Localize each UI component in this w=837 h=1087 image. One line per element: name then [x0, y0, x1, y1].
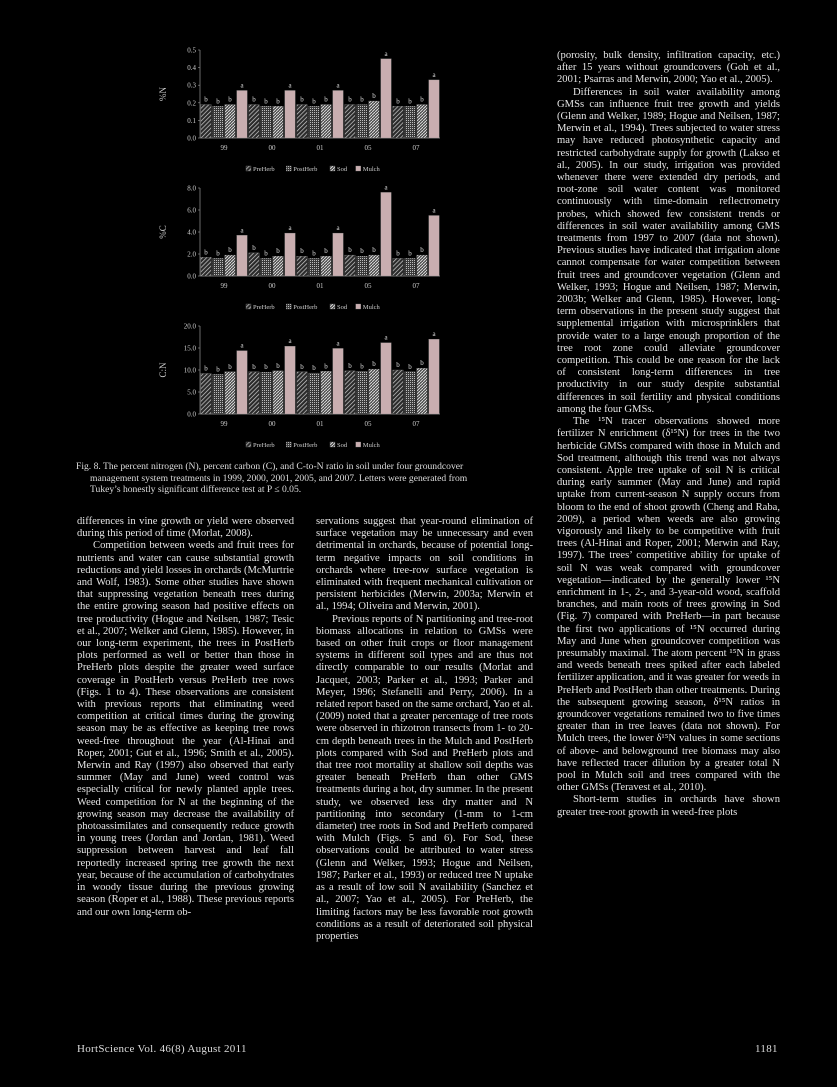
legend-swatch-sod — [330, 304, 335, 309]
significance-letter: a — [432, 70, 436, 79]
significance-letter: b — [420, 359, 424, 368]
legend-label-postherb: PostHerb — [293, 442, 318, 449]
bar-sod-99 — [225, 372, 236, 414]
bar-preherb-05 — [345, 105, 356, 138]
y-axis-label: %N — [158, 87, 168, 101]
significance-letter: a — [336, 224, 340, 233]
bar-mulch-00 — [285, 90, 296, 138]
legend-label-sod: Sod — [337, 442, 348, 449]
bar-sod-01 — [321, 105, 332, 138]
y-tick-label: 0.2 — [187, 99, 196, 108]
paragraph: servations suggest that year-round elimination of surface vegetation may be unnecessary and even detrimental in orchards, because of potential long-term negative impacts on soil conditions in orchards where tree-row surface vegetation is eliminated with frequent mechanical cultivation or persistent herbicides (Merwin, 2003a; Merwin et al., 1994; Oliveira and Merwin, 2001). — [316, 516, 533, 613]
significance-letter: b — [360, 95, 364, 104]
significance-letter: a — [384, 183, 388, 192]
legend-label-mulch: Mulch — [362, 304, 380, 311]
bar-preherb-01 — [297, 105, 308, 138]
legend-swatch-mulch — [356, 442, 361, 447]
bar-preherb-00 — [249, 372, 260, 414]
bar-postherb-00 — [261, 106, 272, 138]
bar-mulch-07 — [429, 216, 440, 277]
bar-preherb-00 — [249, 105, 260, 138]
significance-letter: a — [384, 49, 388, 58]
bar-postherb-00 — [261, 258, 272, 276]
significance-letter: b — [396, 361, 400, 369]
significance-letter: a — [288, 81, 292, 90]
significance-letter: b — [300, 95, 304, 104]
significance-letter: b — [300, 362, 304, 371]
bar-mulch-05 — [381, 192, 392, 276]
significance-letter: a — [288, 337, 292, 346]
legend-label-sod: Sod — [337, 304, 348, 311]
bar-mulch-07 — [429, 80, 440, 138]
bar-mulch-99 — [237, 90, 248, 138]
bar-preherb-07 — [393, 106, 404, 138]
bar-postherb-05 — [357, 371, 368, 414]
significance-letter: b — [204, 364, 208, 373]
x-tick-label: 05 — [364, 144, 372, 152]
bar-sod-00 — [273, 256, 284, 276]
y-axis-label: C:N — [158, 362, 168, 378]
y-tick-label: 2.0 — [187, 250, 196, 259]
significance-letter: b — [372, 92, 376, 101]
significance-letter: a — [288, 224, 292, 233]
legend-swatch-preherb — [246, 166, 251, 171]
legend-swatch-mulch — [356, 304, 361, 309]
bar-sod-99 — [225, 105, 236, 138]
bar-preherb-99 — [201, 374, 212, 414]
y-tick-label: 0.5 — [187, 46, 196, 55]
bar-sod-05 — [369, 255, 380, 276]
chart-c-to-n-ratio — [150, 316, 450, 456]
significance-letter: b — [204, 95, 208, 104]
x-tick-label: 05 — [364, 282, 372, 290]
significance-letter: a — [432, 330, 436, 339]
legend-label-mulch: Mulch — [362, 166, 380, 173]
significance-letter: b — [408, 362, 412, 371]
significance-letter: b — [276, 247, 280, 256]
bar-sod-05 — [369, 101, 380, 138]
legend-swatch-postherb — [286, 304, 291, 309]
significance-letter: b — [312, 364, 316, 373]
bar-postherb-99 — [213, 258, 224, 276]
bar-preherb-01 — [297, 372, 308, 414]
significance-letter: b — [324, 247, 328, 256]
y-tick-label: 0.4 — [187, 64, 196, 73]
y-tick-label: 0.1 — [187, 116, 196, 125]
y-tick-label: 6.0 — [187, 206, 196, 215]
significance-letter: b — [264, 97, 268, 106]
x-tick-label: 05 — [364, 420, 372, 428]
y-tick-label: 5.0 — [187, 388, 196, 397]
significance-letter: b — [252, 362, 256, 371]
y-tick-label: 0.0 — [187, 134, 196, 143]
y-tick-label: 0.0 — [187, 272, 196, 281]
significance-letter: b — [204, 248, 208, 257]
significance-letter: b — [228, 95, 232, 104]
x-tick-label: 00 — [268, 420, 276, 428]
chart-percent-carbon-svg — [150, 178, 450, 318]
paragraph: Competition between weeds and fruit trees for nutrients and water can cause substantial growth reductions and yield losses in orchards (McMurtrie and Wolf, 1983). Some other studies have shown that suppressing vegetation beneath trees during the entire growing season had positive effects on tree productivity (Hogue and Neilsen, 1987; Tesic et al., 2007; Welker and Glenn, 1985). However, in our long-term experiment, the trees in PostHerb plots performed as well or better than those in PreHerb plots despite the greater weed surface coverage in PostHerb versus PreHerb tree rows (Figs. 1 to 4). These observations are consistent with previous reports that eliminating weed competition at critical times during the growing season may be as effective as keeping tree rows weed-free throughout the year (Al-Hinai and Roper, 2001; Gut et al., 1996; Smith et al., 2005). Merwin and Ray (1997) also observed that early summer (May and June) weed control was especially critical for newly planted apple trees. Weed competition for N at the beginning of the growing season may decrease the availability of photoassimilates and consequently reduce growth in young trees (Jordan and Jordan, 1981). Weed suppression between harvest and leaf fall reportedly increased spring tree growth the next year, because of the accumulation of carbohydrates in woody tissue during the previous growing season (Roper et al., 1988). These previous reports and our own long-term ob- — [77, 540, 294, 918]
significance-letter: a — [240, 341, 244, 350]
bar-preherb-99 — [201, 105, 212, 138]
chart-c-to-n-ratio-svg — [150, 316, 450, 456]
chart-percent-carbon — [150, 178, 450, 318]
bar-postherb-05 — [357, 256, 368, 276]
bar-sod-01 — [321, 256, 332, 276]
significance-letter: b — [312, 249, 316, 258]
x-tick-label: 07 — [412, 420, 420, 428]
significance-letter: b — [264, 363, 268, 372]
legend-swatch-sod — [330, 166, 335, 171]
significance-letter: b — [324, 95, 328, 104]
bar-sod-07 — [417, 105, 428, 138]
significance-letter: b — [252, 95, 256, 104]
text-column-left — [77, 516, 294, 919]
paragraph: differences in vine growth or yield were observed during this period of time (Morlat, 2008). — [77, 516, 294, 540]
significance-letter: b — [228, 362, 232, 371]
bar-preherb-07 — [393, 258, 404, 276]
significance-letter: b — [408, 97, 412, 106]
x-tick-label: 00 — [268, 144, 276, 152]
page-number: 1181 — [755, 1043, 778, 1055]
y-tick-label: 0.3 — [187, 81, 196, 90]
bar-postherb-07 — [405, 372, 416, 414]
bar-sod-00 — [273, 371, 284, 414]
legend-label-preherb: PreHerb — [253, 304, 275, 311]
legend-swatch-sod — [330, 442, 335, 447]
legend-swatch-preherb — [246, 304, 251, 309]
x-tick-label: 01 — [316, 282, 324, 290]
journal-footer: HortScience Vol. 46(8) August 2011 — [77, 1043, 247, 1055]
y-tick-label: 15.0 — [183, 344, 196, 353]
significance-letter: b — [396, 249, 400, 258]
bar-postherb-01 — [309, 258, 320, 276]
bar-preherb-01 — [297, 256, 308, 276]
bar-mulch-99 — [237, 351, 248, 414]
bar-postherb-01 — [309, 373, 320, 414]
x-tick-label: 07 — [412, 282, 420, 290]
x-tick-label: 01 — [316, 144, 324, 152]
bar-sod-05 — [369, 369, 380, 414]
legend-label-mulch: Mulch — [362, 442, 380, 449]
legend-label-postherb: PostHerb — [293, 304, 318, 311]
bar-sod-01 — [321, 371, 332, 414]
paragraph: Differences in soil water availability among GMSs can influence fruit tree growth and yields (Glenn and Welker, 1989; Hogue and Neilsen, 1987; Merwin et al., 1994). Trees subjected to water stress may have reduced photosynthetic capacity and restricted carbohydrate supply for growth (Lakso et al., 2005). In our study, irrigation was provided whenever there were extended dry periods, and root-zone soil water content was monitored continuously with time-domain reflectrometry probes, which showed few consistent trends or differences in soil water availability among GMS treatments from 1997 to 2007 (data not shown). Previous studies have indicated that irrigation alone cannot compensate for water competition between fruit trees and groundcover vegetation (Glenn and Welker, 1993; Hogue and Neilsen, 1987; Merwin, 2003b; Welker and Glenn, 1985). However, long-term observations in the present study suggest that supplemental irrigation with microsprinklers that provide water to a large enough proportion of the tree root zone could alleviate groundcover competition. This could be one reason for the lack of consistent long-term differences in tree productivity in our study despite substantial differences in soil fertility and physical conditions among the four GMSs. — [557, 86, 780, 415]
bar-mulch-00 — [285, 346, 296, 414]
significance-letter: b — [408, 249, 412, 258]
bar-postherb-99 — [213, 106, 224, 138]
significance-letter: b — [216, 97, 220, 106]
legend-swatch-postherb — [286, 166, 291, 171]
bar-postherb-07 — [405, 106, 416, 138]
significance-letter: b — [360, 362, 364, 371]
bar-mulch-01 — [333, 348, 344, 414]
paragraph: Previous reports of N partitioning and tree-root biomass allocations in relation to GMSs were based on other fruit crops or floor management systems in different soil types and are thus not directly comparable to our results (Morlat and Jacquet, 2003; Parker et al., 1993; Parker and Meyer, 1996; Stefanelli and Perry, 2006). In a related report based on the same orchard, Yao et al. (2009) noted that a greater percentage of tree roots were observed in rhizotron transects from 1- to 20-cm depth beneath trees in the Mulch and PostHerb plots compared with Sod and PreHerb plots and that tree root mortality at shallow soil depths was greater beneath PreHerb than other GMS treatments during a hot, dry summer. In the present study, we observed less dry matter and N partitioning into secondary (1-mm to 1-cm diameter) tree roots in Sod and PreHerb compared with Mulch (Figs. 5 and 6). For Sod, these observations could be attributed to water stress (Glenn and Welker, 1993; Hogue and Neilsen, 1987; Parker et al., 1993) or reduced tree N uptake as a result of low soil N availability (Sanchez et al., 2007; Yao et al., 2005). For PreHerb, the limiting factors may be less favorable root growth conditions as a result of deteriorated soil physical properties — [316, 613, 533, 942]
bar-postherb-05 — [357, 105, 368, 138]
bar-postherb-07 — [405, 258, 416, 276]
bar-postherb-00 — [261, 372, 272, 414]
chart-percent-nitrogen-svg — [150, 40, 450, 180]
significance-letter: a — [240, 226, 244, 235]
x-tick-label: 99 — [220, 144, 228, 152]
legend-swatch-mulch — [356, 166, 361, 171]
bar-preherb-05 — [345, 371, 356, 414]
bar-mulch-05 — [381, 343, 392, 414]
significance-letter: b — [372, 246, 376, 255]
significance-letter: b — [228, 246, 232, 255]
legend-swatch-postherb — [286, 442, 291, 447]
bar-sod-00 — [273, 106, 284, 138]
caption-line-2: management system treatments in 1999, 2000, 2001, 2005, and 2007. Letters were generated from — [90, 472, 468, 484]
bar-mulch-01 — [333, 90, 344, 138]
legend-label-preherb: PreHerb — [253, 166, 275, 173]
y-tick-label: 0.0 — [187, 410, 196, 419]
x-tick-label: 99 — [220, 420, 228, 428]
significance-letter: b — [360, 247, 364, 256]
text-column-right — [557, 50, 780, 819]
significance-letter: b — [264, 249, 268, 258]
significance-letter: a — [240, 81, 244, 90]
x-tick-label: 01 — [316, 420, 324, 428]
y-axis-label: %C — [158, 225, 168, 239]
bar-sod-07 — [417, 368, 428, 414]
paragraph: (porosity, bulk density, infiltration capacity, etc.) after 15 years without groundcovers (Goh et al., 2001; Psarras and Merwin, 2000; Yao et al., 2005). — [557, 50, 780, 86]
bar-mulch-99 — [237, 235, 248, 276]
x-tick-label: 00 — [268, 282, 276, 290]
caption-line-3: Tukey’s honestly significant difference test at P ≤ 0.05. — [90, 484, 302, 496]
significance-letter: b — [348, 361, 352, 370]
significance-letter: b — [216, 365, 220, 374]
significance-letter: b — [372, 360, 376, 369]
legend-label-preherb: PreHerb — [253, 442, 275, 449]
y-tick-label: 4.0 — [187, 228, 196, 237]
bar-sod-99 — [225, 255, 236, 276]
significance-letter: b — [276, 97, 280, 106]
significance-letter: b — [300, 247, 304, 256]
bar-preherb-07 — [393, 370, 404, 414]
bar-mulch-00 — [285, 233, 296, 276]
text-column-middle — [316, 516, 533, 943]
legend-label-sod: Sod — [337, 166, 348, 173]
significance-letter: b — [276, 361, 280, 370]
significance-letter: b — [396, 97, 400, 106]
significance-letter: a — [336, 339, 340, 348]
significance-letter: a — [336, 81, 340, 90]
bar-postherb-01 — [309, 106, 320, 138]
bar-mulch-05 — [381, 59, 392, 138]
bar-postherb-99 — [213, 374, 224, 414]
chart-percent-nitrogen — [150, 40, 450, 180]
significance-letter: b — [312, 97, 316, 106]
bar-sod-07 — [417, 255, 428, 276]
x-tick-label: 07 — [412, 144, 420, 152]
legend-swatch-preherb — [246, 442, 251, 447]
caption-line-1: Fig. 8. The percent nitrogen (N), percent carbon (C), and C-to-N ratio in soil under four groundcover — [76, 461, 464, 472]
significance-letter: b — [420, 95, 424, 104]
paragraph: The ¹⁵N tracer observations showed more fertilizer N enrichment (δ¹⁵N) for trees in the two herbicide GMSs compared with those in Mulch and Sod treatment, although this trend was not always consistent. Apple tree uptake of soil N is critical during early summer (May and June) and rapid uptake from current-season N supply occurs from bloom to the end of shoot growth (Cheng and Raba, 2009), a period when weeds are also growing vigorously and likely to be competitive with fruit trees (Al-Hinai and Roper, 2001; Merwin and Ray, 1997). The trees’ competitive ability for uptake of soil N was weak compared with groundcover vegetation—indicated by the generally lower ¹⁵N enrichment in 1-, 2-, and 3-year-old wood, scaffold branches, and main roots of trees growing in Sod (Fig. 7) compared with PreHerb—in part because the first two applications of ¹⁵N occurred during May and June when groundcover competition was presumably maximal. The atom percent ¹⁵N in grass and weeds beneath trees spiked after each labeled fertilizer application, and it was greater for weeds in PreHerb and PostHerb than other treatments. During the subsequent growing season, δ¹⁵N ratios in groundcover vegetations remained two to five times greater than in tree leaves (data not shown). For Mulch trees, the lower δ¹⁵N values in some sections of above- and belowground tree biomass may also have reflected tracer dilution by a greater total N pool in Mulch soil and trees compared with the other GMSs (Teravest et al., 2010). — [557, 416, 780, 794]
y-tick-label: 20.0 — [183, 322, 196, 331]
significance-letter: b — [324, 362, 328, 371]
y-tick-label: 10.0 — [183, 366, 196, 375]
significance-letter: a — [432, 206, 436, 215]
significance-letter: b — [348, 95, 352, 104]
significance-letter: b — [252, 243, 256, 252]
significance-letter: b — [348, 246, 352, 255]
x-tick-label: 99 — [220, 282, 228, 290]
significance-letter: b — [216, 249, 220, 258]
bar-preherb-00 — [249, 253, 260, 276]
bar-preherb-05 — [345, 255, 356, 276]
significance-letter: b — [420, 246, 424, 255]
bar-mulch-07 — [429, 339, 440, 414]
y-tick-label: 8.0 — [187, 184, 196, 193]
significance-letter: a — [384, 333, 388, 342]
figure-caption — [76, 461, 546, 496]
bar-mulch-01 — [333, 233, 344, 276]
paragraph: Short-term studies in orchards have shown greater tree-root growth in weed-free plots — [557, 794, 780, 818]
bar-preherb-99 — [201, 257, 212, 276]
legend-label-postherb: PostHerb — [293, 166, 318, 173]
